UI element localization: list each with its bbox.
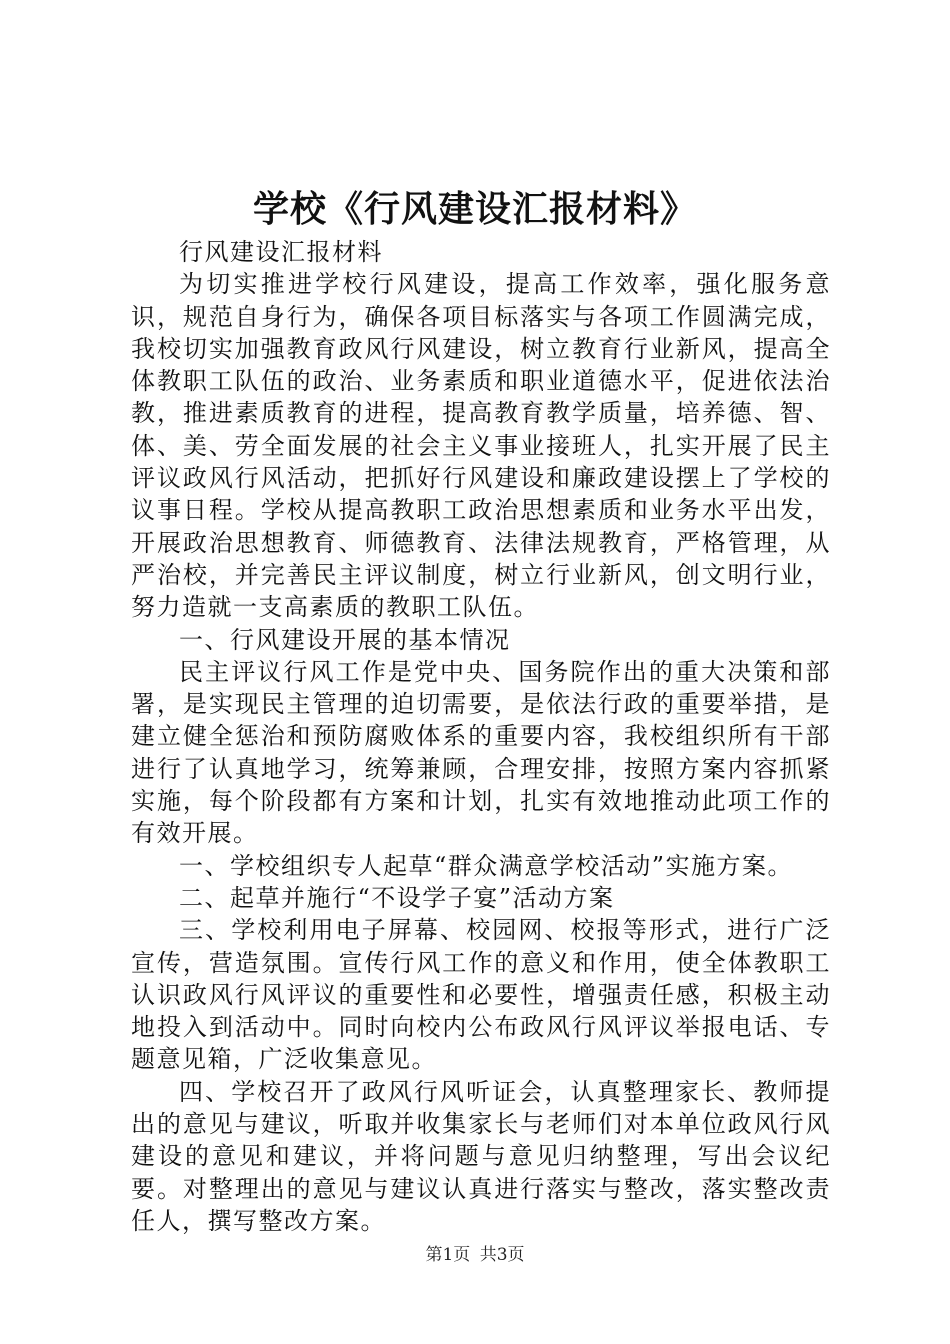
document-title: 学校《行风建设汇报材料》 — [252, 188, 697, 230]
page-number: 第1页 — [425, 1245, 471, 1265]
section-heading-1: 一、行风建设开展的基本情况 — [179, 625, 511, 654]
list-item-2: 二、起草并施行“不设学子宴”活动方案 — [179, 883, 615, 912]
paragraph-section-1: 民主评议行风工作是党中央、国务院作出的重大决策和部署，是实现民主管理的迫切需要，是依法行政的重要举措，是建立健全惩治和预防腐败体系的重要内容，我校组织所有干部进行了认真地学习，统筹兼顾，合理安排，按照方案内容抓紧实施，每个阶段都有方案和计划，扎实有效地推动此项工作的有效开展。 — [131, 657, 831, 848]
page-footer — [0, 1244, 950, 1266]
list-item-3: 三、学校利用电子屏幕、校园网、校报等形式，进行广泛宣传，营造氛围。宣传行风工作的意义和作用，使全体教职工认识政风行风评议的重要性和必要性，增强责任感，积极主动地投入到活动中。同时向校内公布政风行风评议举报电话、专题意见箱，广泛收集意见。 — [131, 916, 831, 1074]
paragraph-intro: 为切实推进学校行风建设，提高工作效率，强化服务意识，规范自身行为，确保各项目标落实与各项工作圆满完成，我校切实加强教育政风行风建设，树立教育行业新风，提高全体教职工队伍的政治、业务素质和职业道德水平，促进依法治教，推进素质教育的进程，提高教育教学质量，培养德、智、体、美、劳全面发展的社会主义事业接班人，扎实开展了民主评议政风行风活动，把抓好行风建设和廉政建设摆上了学校的议事日程。学校从提高教职工政治思想素质和业务水平出发，开展政治思想教育、师德教育、法律法规教育，严格管理，从严治校，并完善民主评议制度，树立行业新风，创文明行业，努力造就一支高素质的教职工队伍。 — [131, 270, 831, 622]
list-item-1: 一、学校组织专人起草“群众满意学校活动”实施方案。 — [179, 851, 794, 880]
paragraph-subtitle: 行风建设汇报材料 — [179, 238, 383, 266]
list-item-4: 四、学校召开了政风行风听证会，认真整理家长、教师提出的意见与建议，听取并收集家长与老师们对本单位政风行风建设的意见和建议，并将问题与意见归纳整理，写出会议纪要。对整理出的意见与建议认真进行落实与整改，落实整改责任人，撰写整改方案。 — [131, 1077, 831, 1235]
document-body — [131, 236, 831, 1237]
page-total: 共3页 — [479, 1245, 525, 1265]
